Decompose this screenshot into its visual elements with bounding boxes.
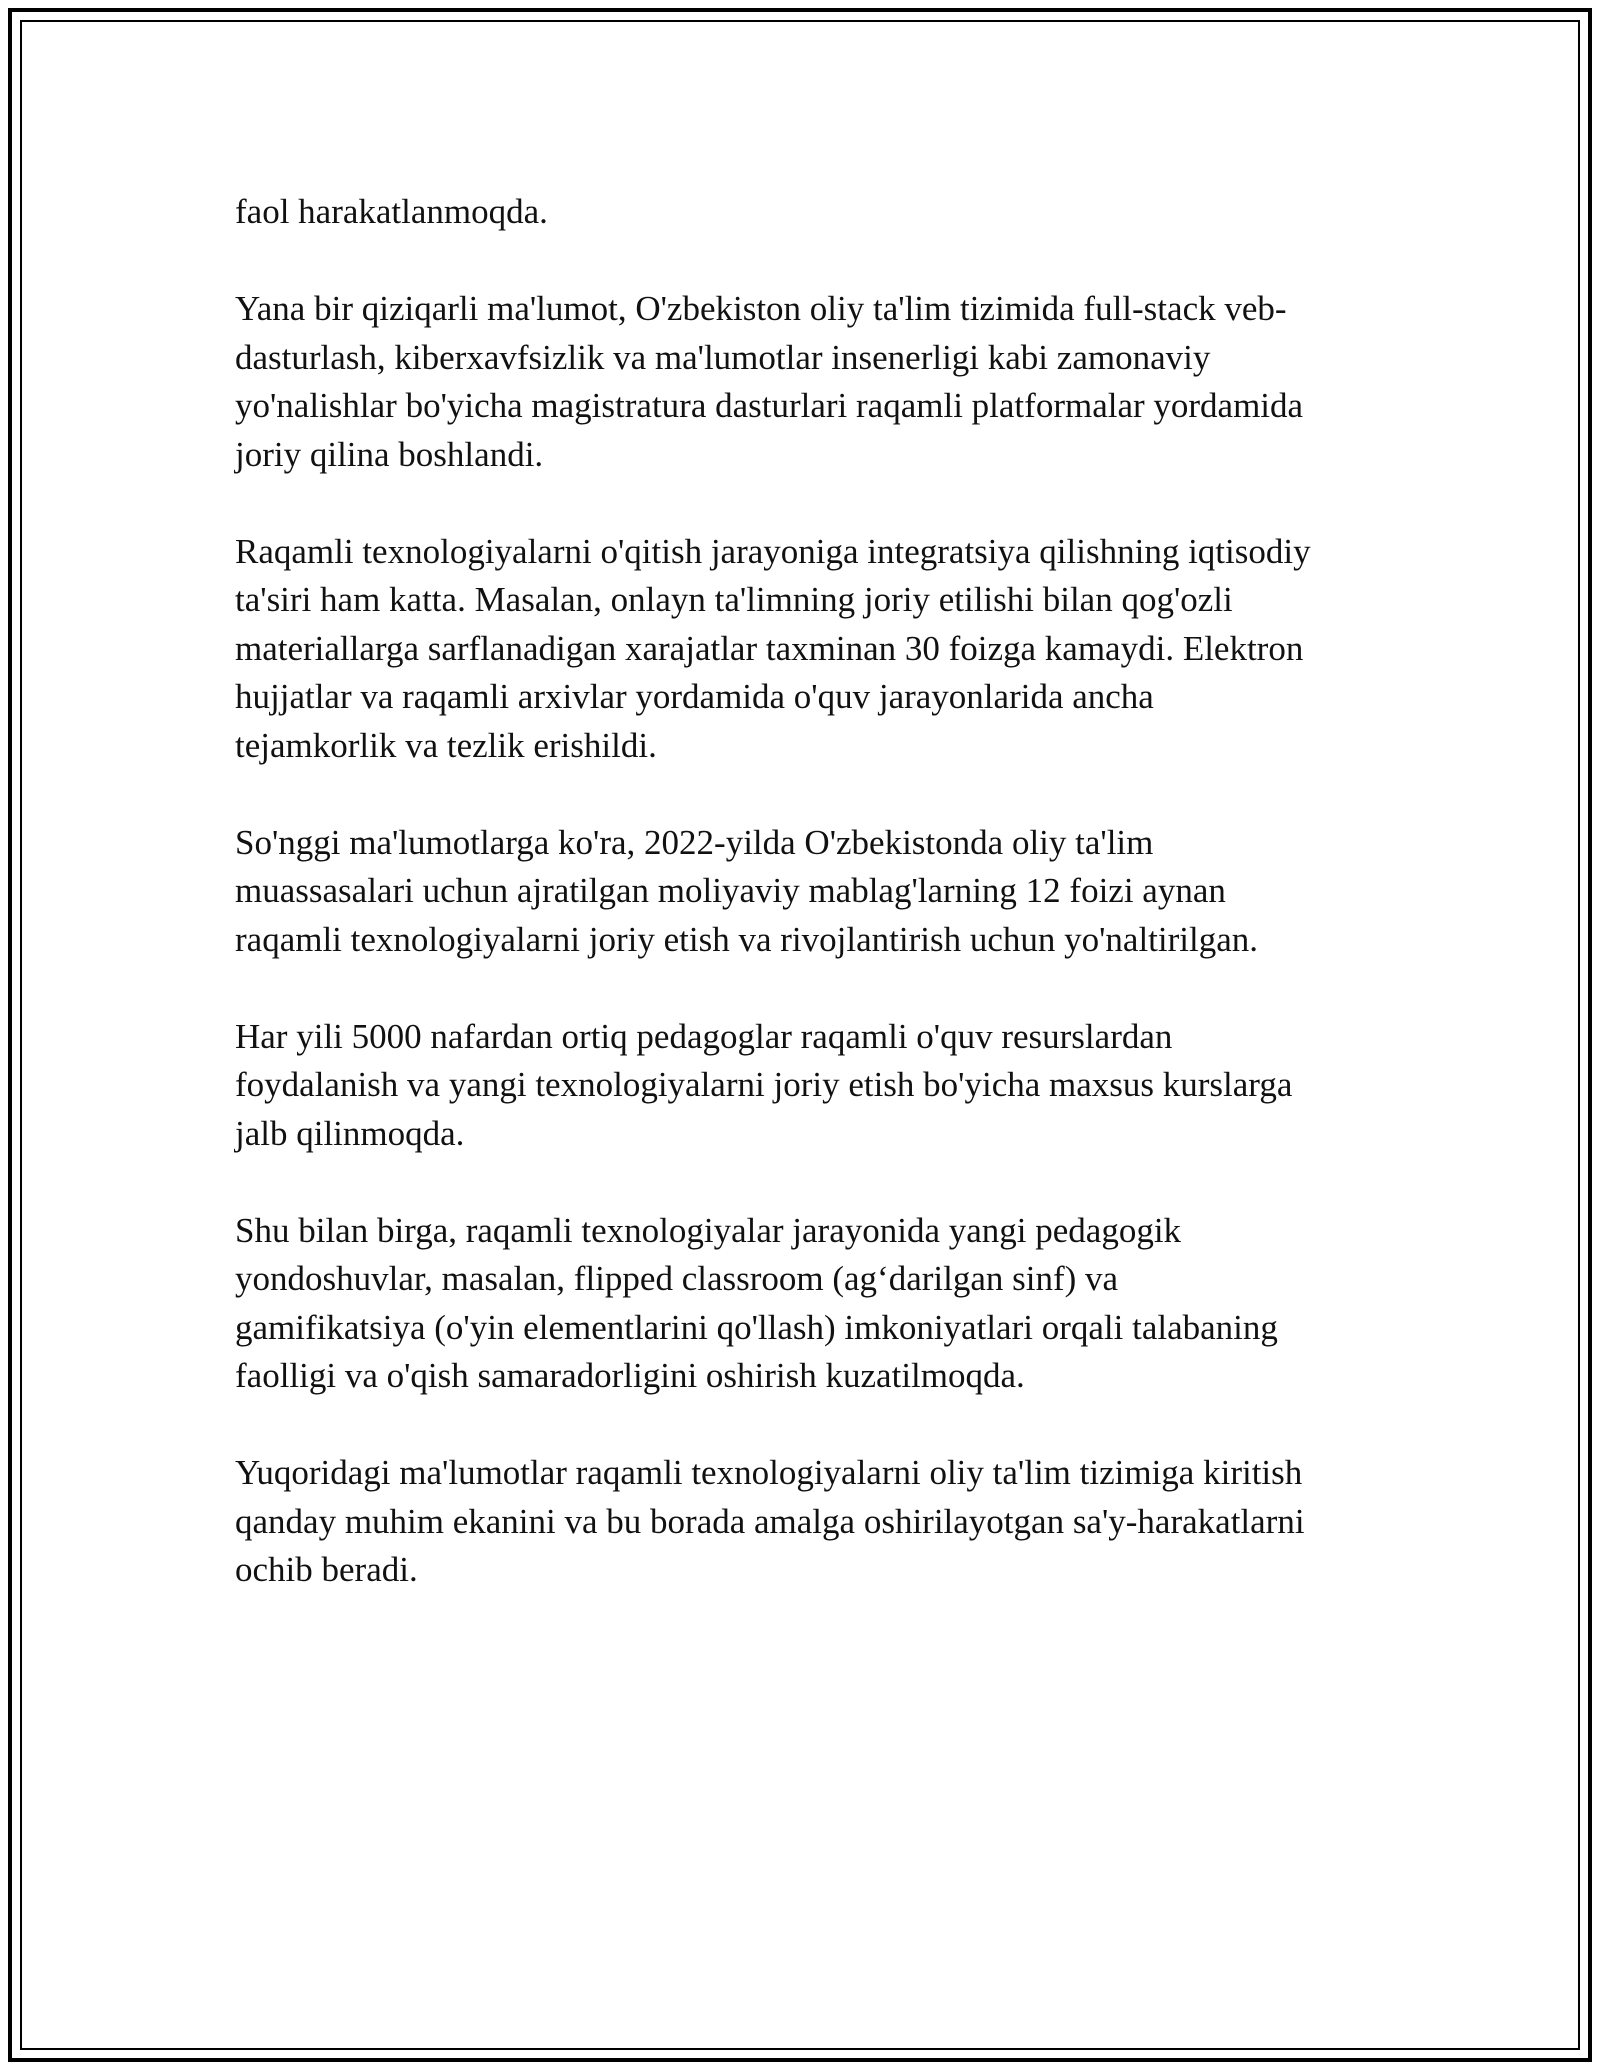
paragraph-magistratura: Yana bir qiziqarli ma'lumot, O'zbekiston oliy ta'lim tizimida full-stack veb- dasturlash, kiberxavfsizlik va ma'lumotlar insenerligi kabi zamonaviy yo'nalishlar bo'yicha magistratura dasturlari raqamli platformalar yordamida joriy qilina boshlandi. (235, 289, 1304, 474)
paragraph-funding: So'nggi ma'lumotlarga ko'ra, 2022-yilda O'zbekistonda oliy ta'lim muassasalari uchun ajratilgan moliyaviy mablag'larning 12 foizi aynan raqamli texnologiyalarni joriy etish va rivojlantirish uchun yo'naltirilgan. (235, 822, 1259, 959)
document-body (235, 188, 1375, 1643)
paragraph-pedagogical-approaches: Shu bilan birga, raqamli texnologiyalar jarayonida yangi pedagogik yondoshuvlar, masalan, flipped classroom (ag‘darilgan sinf) va gamifikatsiya (o'yin elementlarini qo'llash) imkoniyatlari orqali talabaning faolligi va o'qish samaradorligini oshirish kuzatilmoqda. (235, 1210, 1278, 1395)
paragraph-conclusion: Yuqoridagi ma'lumotlar raqamli texnologiyalarni oliy ta'lim tizimiga kiritish qanday muhim ekanini va bu borada amalga oshirilayotgan sa'y-harakatlarni ochib beradi. (235, 1453, 1305, 1589)
paragraph-economic-effect: Raqamli texnologiyalarni o'qitish jarayoniga integratsiya qilishning iqtisodiy ta'siri ham katta. Masalan, onlayn ta'limning joriy etilishi bilan qog'ozli materiallarga sarflanadigan xarajatlar taxminan 30 foizga kamaydi. Elektron hujjatlar va raqamli arxivlar yordamida o'quv jarayonlarida ancha tejamkorlik va tezlik erishildi. (235, 531, 1311, 765)
paragraph-teacher-training: Har yili 5000 nafardan ortiq pedagoglar raqamli o'quv resurslardan foydalanish va yangi texnologiyalarni joriy etish bo'yicha maxsus kurslarga jalb qilinmoqda. (235, 1016, 1293, 1153)
paragraph-continuation: faol harakatlanmoqda. (235, 192, 548, 231)
